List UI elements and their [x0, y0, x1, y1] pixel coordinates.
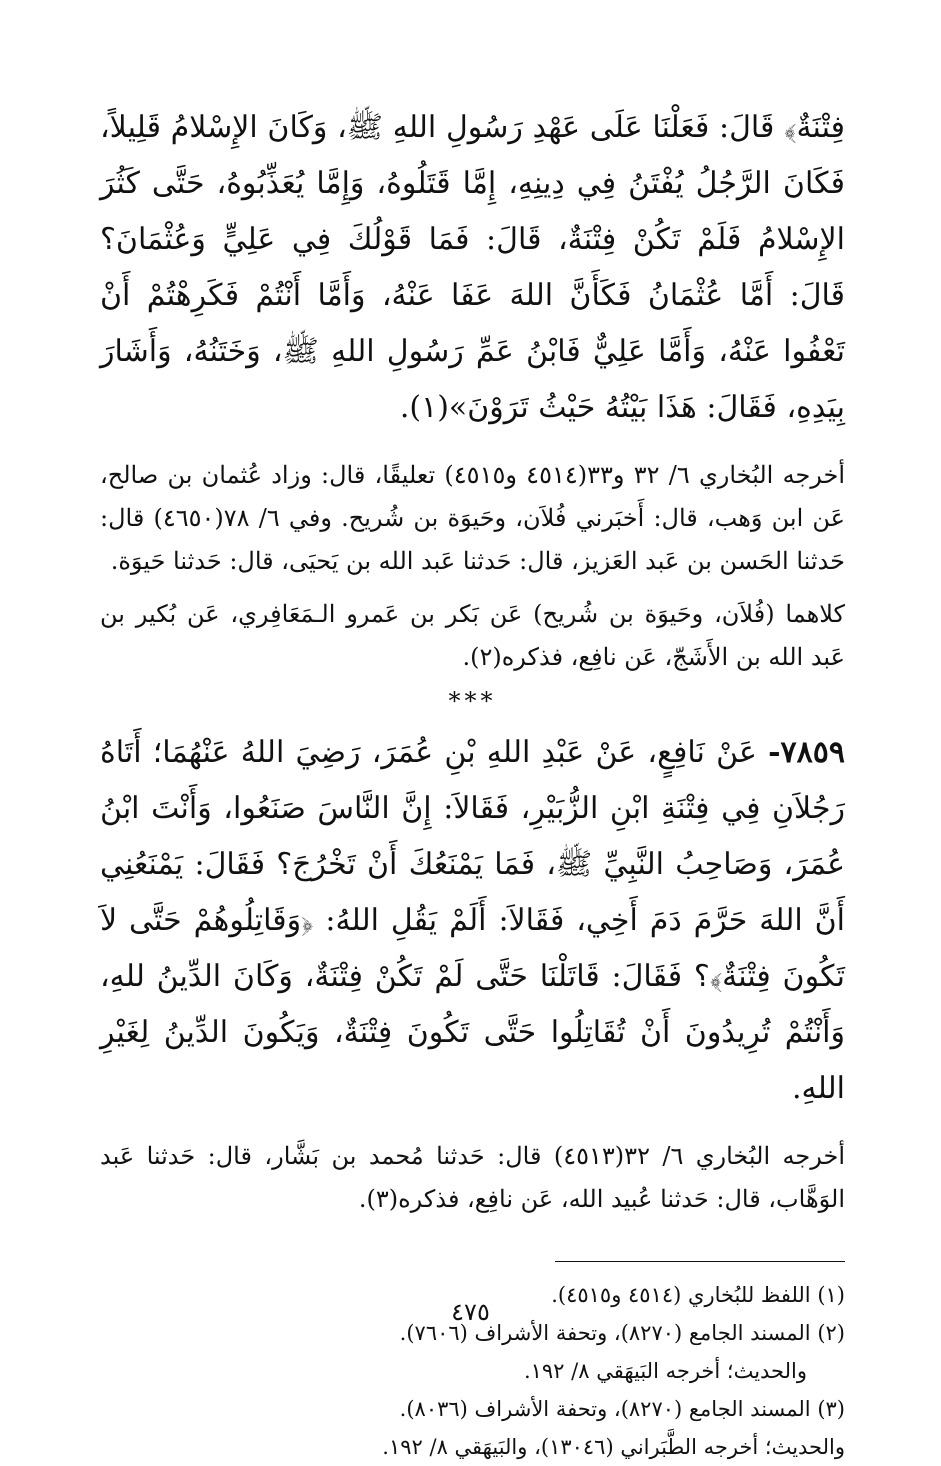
footnote-2: (٢) المسند الجامع (٨٢٧٠)، وتحفة الأشراف (٧٦٠٦).	[399, 1321, 845, 1345]
source-paragraph-2: كلاهما (فُلاَن، وحَيوَة بن شُريح) عَن بَكر بن عَمرو الـمَعَافِري، عَن بُكير بن عَبد الله بن الأَشَجّ، عَن نافِع، فذكره(٢).	[100, 600, 845, 671]
footnote-1: (١) اللفظ للبُخاري (٤٥١٤ و٤٥١٥).	[551, 1283, 845, 1307]
source-paragraph-3: أخرجه البُخاري ٦/ ٣٢(٤٥١٣) قال: حَدثنا مُحمد بن بَشَّار، قال: حَدثنا عَبد الوَهَّاب، قال: حَدثنا عُبيد الله، عَن نافِع، فذكره(٣).	[100, 1142, 846, 1213]
source-paragraph-1: أخرجه البُخاري ٦/ ٣٢ و٣٣(٤٥١٤ و٤٥١٥) تعليقًا، قال: وزاد عُثمان بن صالح، عَن ابن وَهب، قال: أَخبَرني فُلاَن، وحَيوَة بن شُريح. وفي ٦/ ٧٨(٤٦٥٠) قال: حَدثنا الحَسن بن عَبد العَزيز، قال: حَدثنا عَبد الله بن يَحيَى، قال: حَدثنا حَيوَة.	[100, 461, 846, 575]
footnote-2-continuation: والحديث؛ أخرجه البَيهَقي ٨/ ١٩٢.	[523, 1359, 807, 1383]
page-number: ٤٧٥	[451, 1298, 490, 1326]
continuation-paragraph: فِتْنَةٌ﴾ قَالَ: فَعَلْنَا عَلَى عَهْدِ رَسُولِ اللهِ ﷺ، وَكَانَ الإِسْلامُ قَلِيلاً، فَكَانَ الرَّجُلُ يُفْتَنُ فِي دِينِهِ، إِمَّا قَتَلُوهُ، وَإِمَّا يُعَذِّبُوهُ، حَتَّى كَثُرَ الإِسْلامُ فَلَمْ تَكُنْ فِتْنَةٌ، قَالَ: فَمَا قَوْلُكَ فِي عَلِيٍّ وَعُثْمَانَ؟ قَالَ: أَمَّا عُثْمَانُ فَكَأَنَّ اللهَ عَفَا عَنْهُ، وَأَمَّا أَنْتُمْ فَكَرِهْتُمْ أَنْ تَعْفُوا عَنْهُ، وَأَمَّا عَلِيٌّ فَابْنُ عَمِّ رَسُولِ اللهِ ﷺ، وَخَتَنُهُ، وَأَشَارَ بِيَدِهِ، فَقَالَ: هَذَا بَيْتُهُ حَيْثُ تَرَوْنَ»(١).	[100, 110, 845, 425]
footnote-3-continuation: والحديث؛ أخرجه الطَّبَراني (١٣٠٤٦)، والبَيهَقي ٨/ ١٩٢.	[382, 1435, 845, 1459]
footnote-3: (٣) المسند الجامع (٨٢٧٠)، وتحفة الأشراف (٨٠٣٦).	[399, 1397, 845, 1421]
hadith-paragraph	[100, 725, 845, 1117]
footnote-divider	[555, 1261, 845, 1262]
page-body	[100, 100, 845, 1466]
hadith-text: عَنْ نَافِعٍ، عَنْ عَبْدِ اللهِ بْنِ عُمَرَ، رَضِيَ اللهُ عَنْهُمَا؛ أَتَاهُ رَجُلاَنِ فِي فِتْنَةِ ابْنِ الزُّبَيْرِ، فَقَالاَ: إِنَّ النَّاسَ صَنَعُوا، وَأَنْتَ ابْنُ عُمَرَ، وَصَاحِبُ النَّبِيِّ ﷺ، فَمَا يَمْنَعُكَ أَنْ تَخْرُجَ؟ فَقَالَ: يَمْنَعُنِي أَنَّ اللهَ حَرَّمَ دَمَ أَخِي، فَقَالاَ: أَلَمْ يَقُلِ اللهُ: ﴿وَقَاتِلُوهُمْ حَتَّى لاَ تَكُونَ فِتْنَةٌ﴾؟ فَقَالَ: قَاتَلْنَا حَتَّى لَمْ تَكُنْ فِتْنَةٌ، وَكَانَ الدِّينُ للهِ، وَأَنْتُمْ تُرِيدُونَ أَنْ تُقَاتِلُوا حَتَّى تَكُونَ فِتْنَةٌ، وَيَكُونَ الدِّينُ لِغَيْرِ اللهِ.	[100, 735, 845, 1106]
section-separator: ***	[448, 687, 497, 715]
hadith-number: ٧٨٥٩-	[768, 735, 845, 770]
